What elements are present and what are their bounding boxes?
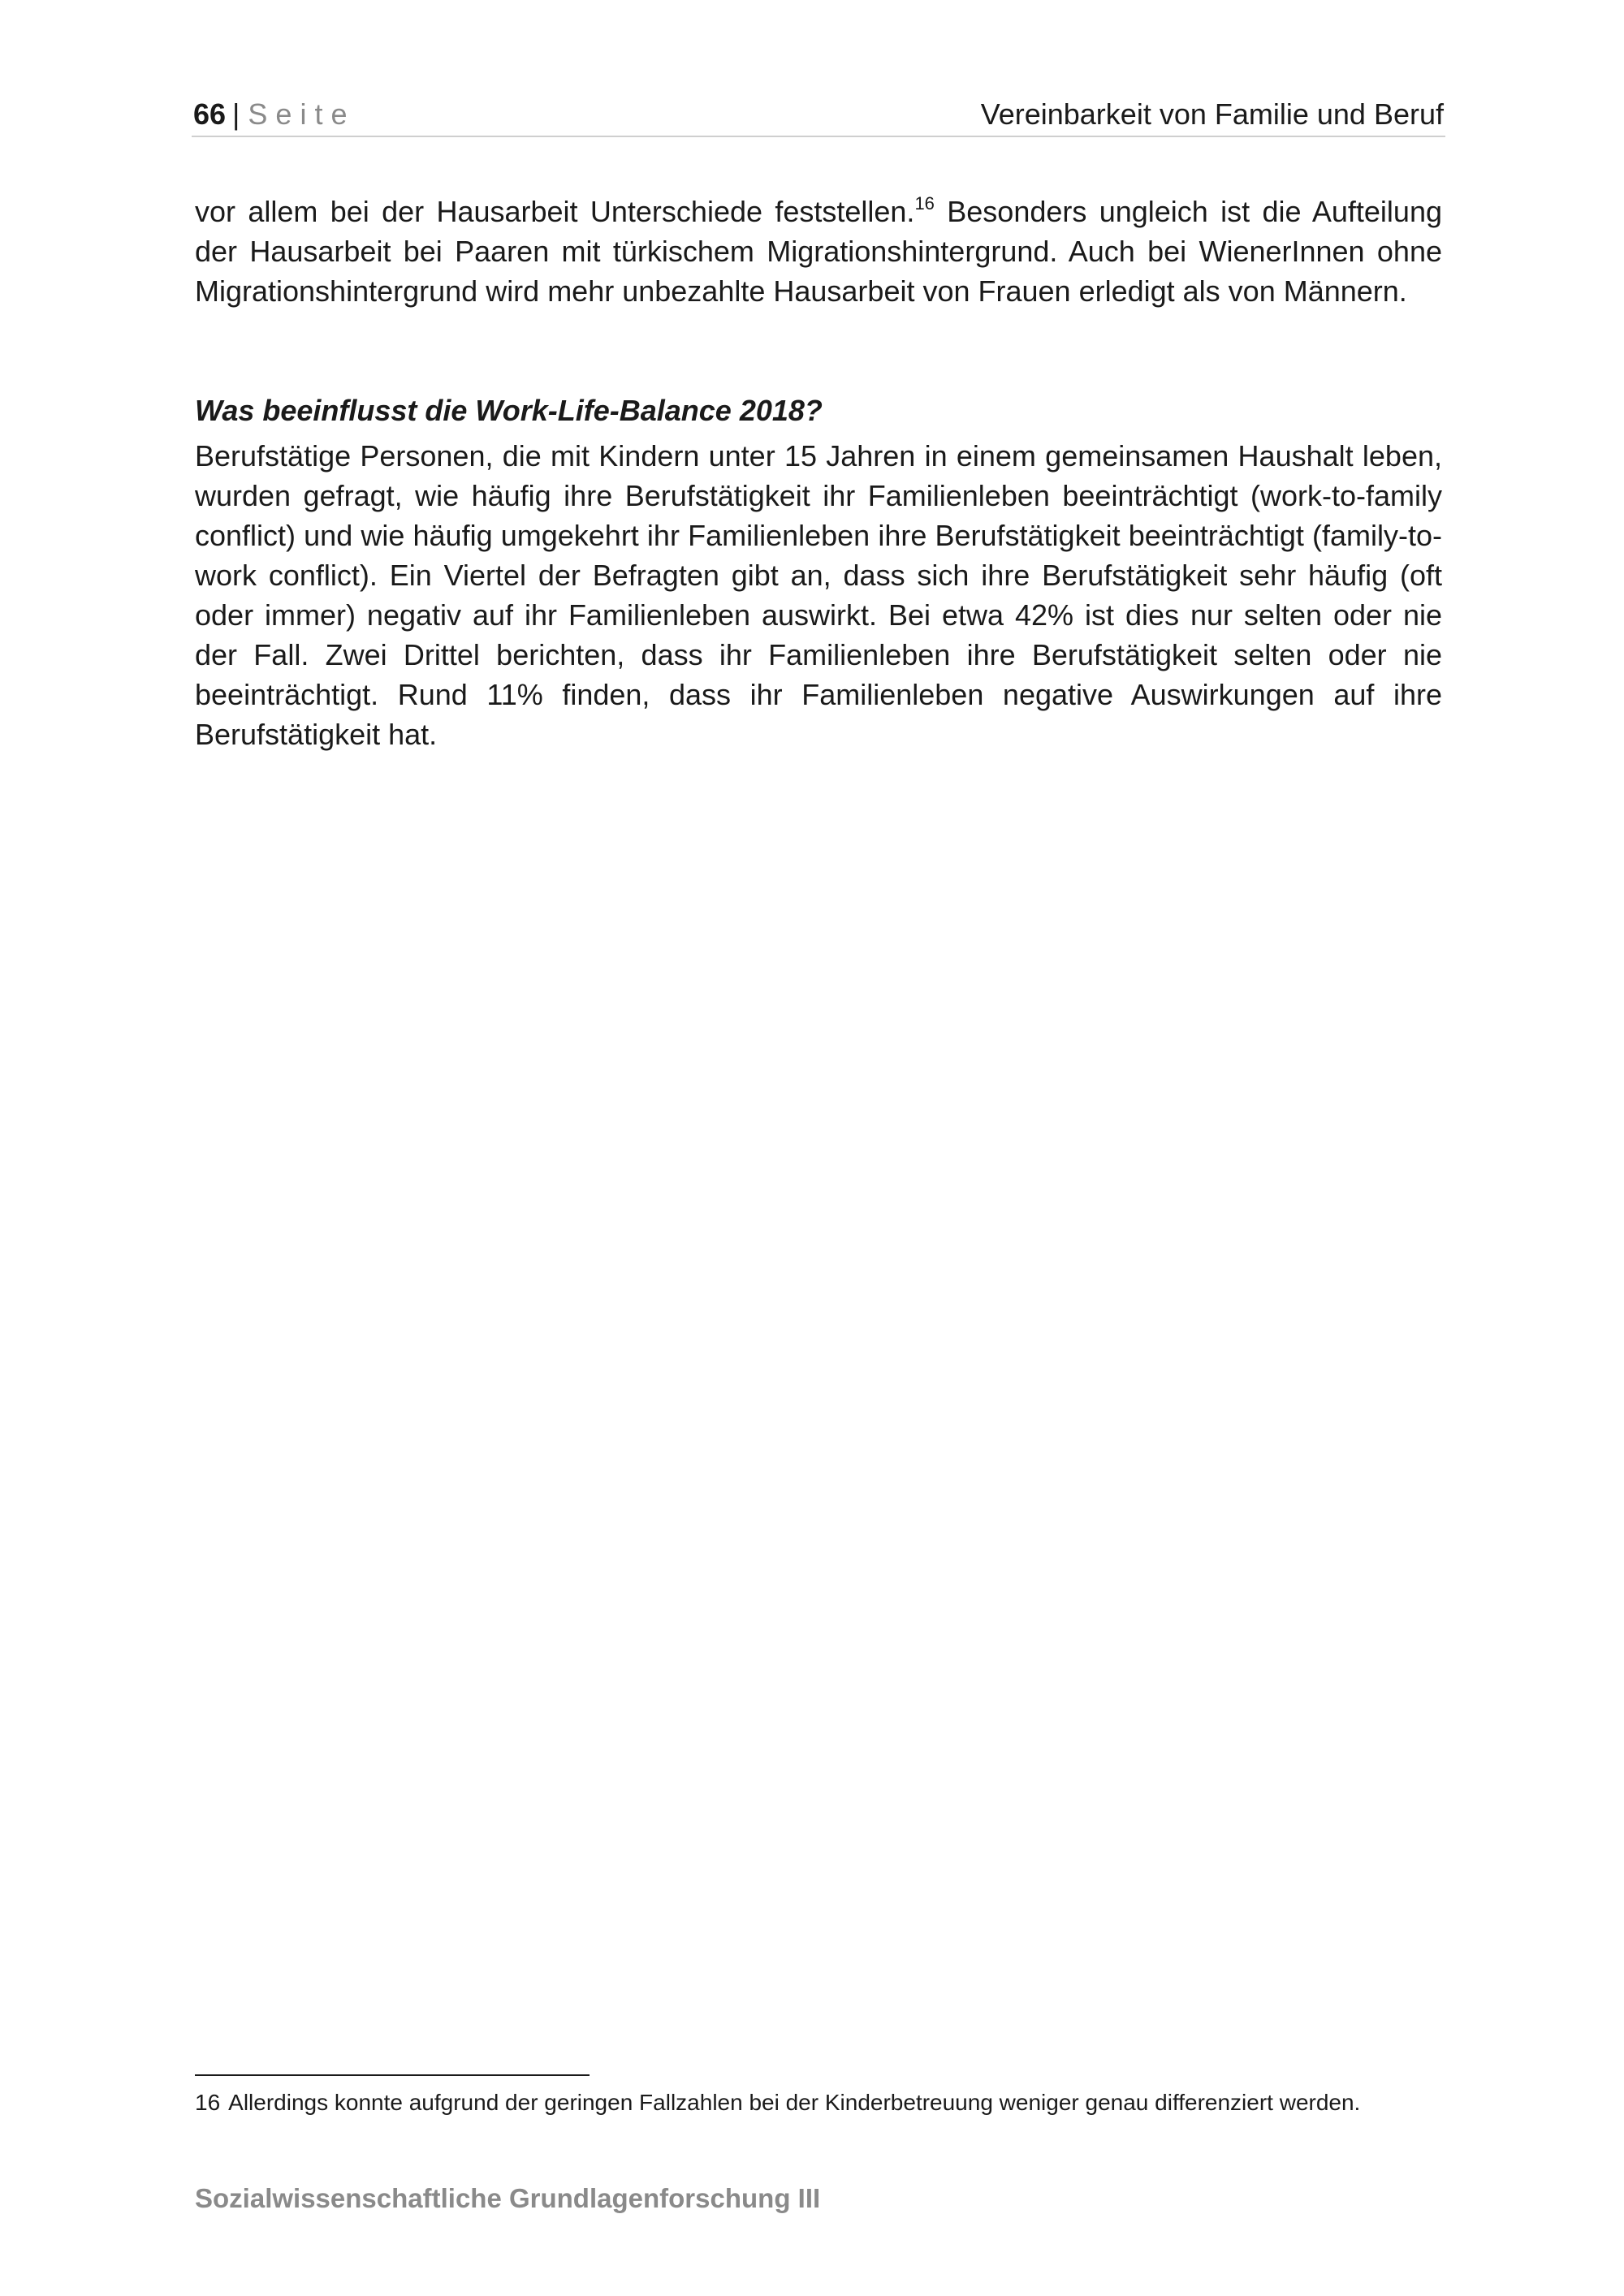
footnote-divider [195,2074,590,2076]
page-word: Seite [248,97,356,131]
paragraph-1-text-after-ref: Besonders ungleich ist die Aufteilung der Hausarbeit bei Paaren mit türkischem Migrationshintergrund. Auch bei WienerInnen ohne Migrationshintergrund wird mehr unbezahlte Hausarbeit von Frauen erledigt als von Männern. [195,195,1442,308]
footnote-number: 16 [195,2090,221,2115]
header-divider [192,136,1445,137]
header-title: Vereinbarkeit von Familie und Beruf [980,97,1444,131]
body-paragraph-1 [195,192,1442,311]
page-header [193,96,1444,133]
body-paragraph-2: Berufstätige Personen, die mit Kindern unter 15 Jahren in einem gemeinsamen Haushalt leben, wurden gefragt, wie häufig ihre Berufstätigkeit ihr Familienleben beeinträchtigt (work-to-family conflict) und wie häufig umgekehrt ihr Familienleben ihre Berufstätigkeit beeinträchtigt (family-to-work conflict). Ein Viertel der Befragten gibt an, dass sich ihre Berufstätigkeit sehr häufig (oft oder immer) negativ auf ihr Familienleben auswirkt. Bei etwa 42% ist dies nur selten oder nie der Fall. Zwei Drittel berichten, dass ihr Familienleben ihre Berufstätigkeit selten oder nie beeinträchtigt. Rund 11% finden, dass ihr Familienleben negative Auswirkungen auf ihre Berufstätigkeit hat. [195,439,1442,751]
paragraph-1-text-before-ref: vor allem bei der Hausarbeit Unterschiede feststellen. [195,195,915,228]
footnote-text: Allerdings konnte aufgrund der geringen Fallzahlen bei der Kinderbetreuung weniger genau differenziert werden. [228,2090,1361,2115]
header-separator: | [232,97,240,131]
section-subheading: Was beeinflusst die Work-Life-Balance 2018? [195,394,823,427]
header-page-label [193,96,355,133]
footnote-reference: 16 [914,193,935,214]
footnote [195,2087,1442,2119]
page-number: 66 [193,97,227,131]
page-footer: Sozialwissenschaftliche Grundlagenforschung III [195,2183,821,2213]
